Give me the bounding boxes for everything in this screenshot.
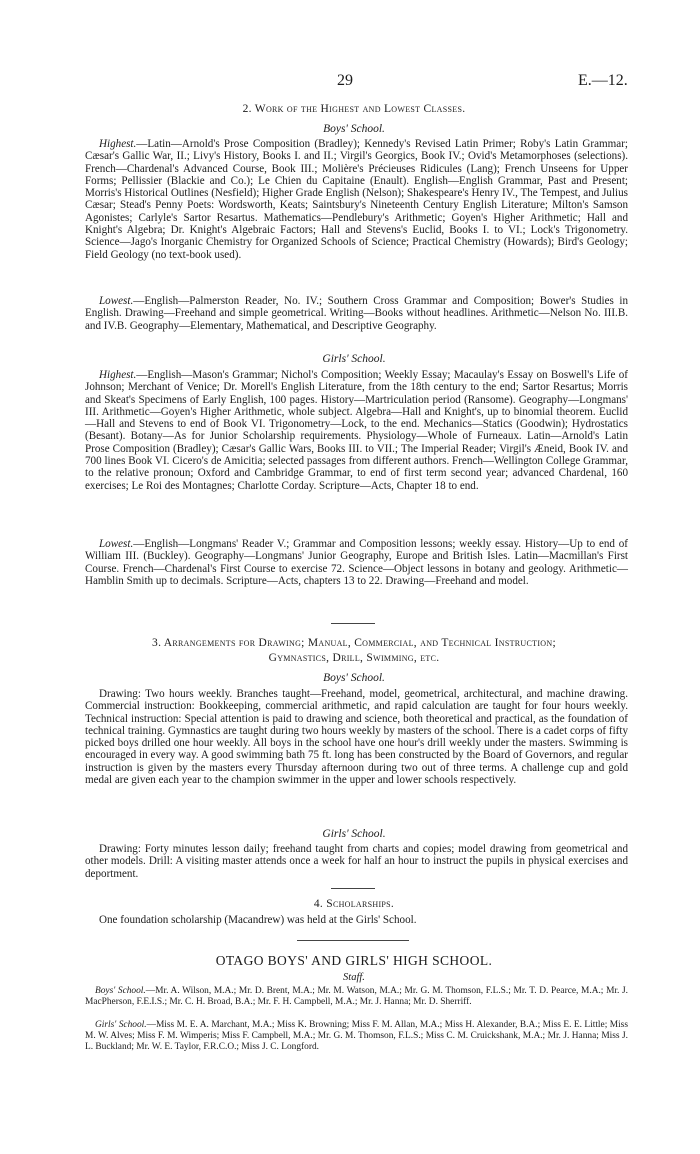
section-3-boys-subheading: Boys' School. — [323, 672, 385, 684]
otago-school-title: OTAGO BOYS' AND GIRLS' HIGH SCHOOL. — [215, 953, 493, 968]
girls-school-subheading: Girls' School. — [322, 353, 386, 365]
page-reference: E.—12. — [578, 72, 628, 89]
section-3-girls-paragraph: Drawing: Forty minutes lesson daily; freehand taught from charts and copies; model drawing from geometrical and other models. Drill: A visiting master attends once a week for half an hour to instruct the pupils in physical exercises and deportment. — [85, 843, 628, 880]
staff-subheading: Staff. — [343, 972, 365, 983]
section-2-heading: 2. Work of the Highest and Lowest Classes. — [242, 103, 466, 115]
boys-staff-lead: Boys' School. — [95, 986, 146, 996]
boys-lowest-lead: Lowest. — [99, 295, 134, 307]
girls-staff-paragraph — [85, 1020, 628, 1054]
girls-highest-lead: Highest. — [99, 369, 137, 381]
section-3-boys-paragraph: Drawing: Two hours weekly. Branches taught—Freehand, model, geometrical, architectural, and machine drawing. Commercial instruction: Bookkeeping, commercial arithmetic, and rapid calculation are taught for four hours weekly. Technical instruction: Special attention is paid to drawing and science, both theoretical and practical, as the foundation of technical training. Gymnastics are taught during two hours weekly by masters of the school. There is a cadet corps of fifty picked boys drilled one hour weekly. All boys in the school have one hour's drill weekly under the masters. Swimming is encouraged in every way. A good swimming bath 75 ft. long has been constructed by the Board of Governors, and regular instruction is given by the masters every Thursday afternoon during two out of three terms. A challenge cup and gold medal are given each year to the champion swimmer in the upper and lower schools respectively. — [85, 688, 628, 787]
section-3-girls-subheading: Girls' School. — [322, 828, 386, 840]
girls-highest-text: —English—Mason's Grammar; Nichol's Composition; Weekly Essay; Macaulay's Essay on Boswell's Life of Johnson; Merchant of Venice; Dr. Morell's English Literature, from the 18th century to the end; Sartor Resartus; Morris and Skeat's Specimens of Early English, 100 pages. History—Martriculation period (Ransome). Geography—Longmans' III. Arithmetic—Goyen's Higher Arithmetic, whole subject. Algebra—Hall and Knight's, up to binomial theorem. Euclid—Hall and Stevens to end of Book VI. Trigonometry—Lock, to the end. Mechanics—Statics (Goodwin); Hydrostatics (Besant). Botany—As for Junior Scholarship requirements. Physiology—Whole of Furneaux. Latin—Arnold's Latin Prose Composition (Bradley); Cæsar's Gallic Wars, Books III. to VII.; The Imperial Reader; Virgil's Æneid, Book IV. and 700 lines Book VI. Cicero's de Amicitia; selected passages from different authors. French—Wellington College Grammar, to the relative pronoun; Oxford and Cambridge Grammar, to end of first term second year; advanced Chardenal, 160 exercises; Le Roi des Montagnes; Charlotte Corday. Scripture—Acts, Chapter 18 to end. — [85, 369, 628, 492]
girls-highest-paragraph — [85, 369, 628, 492]
section-3-heading — [80, 636, 628, 666]
boys-lowest-paragraph — [85, 295, 628, 332]
page-number: 29 — [337, 72, 353, 89]
girls-staff-text: —Miss M. E. A. Marchant, M.A.; Miss K. Browning; Miss F. M. Allan, M.A.; Miss H. Alexander, B.A.; Miss E. E. Little; Miss M. W. Alves; Miss F. M. Wimperis; Miss F. Campbell, M.A.; Mr. G. M. Thomson, F.L.S.; Miss C. M. Cruickshank, M.A.; Mr. J. Hanna; Miss J. L. Buckland; Mr. W. E. Taylor, F.R.C.O.; Miss J. C. Longford. — [85, 1020, 628, 1053]
boys-lowest-text: —English—Palmerston Reader, No. IV.; Southern Cross Grammar and Composition; Bower's Studies in English. Drawing—Freehand and simple geometrical. Writing—Books without headlines. Arithmetic—Nelson No. III.B. and IV.B. Geography—Elementary, Mathematical, and Descriptive Geography. — [85, 295, 628, 332]
girls-lowest-lead: Lowest. — [99, 538, 134, 550]
boys-staff-paragraph — [85, 986, 628, 1008]
girls-lowest-paragraph — [85, 538, 628, 587]
boys-staff-text: —Mr. A. Wilson, M.A.; Mr. D. Brent, M.A.; Mr. M. Watson, M.A.; Mr. G. M. Thomson, F.L.S.; Mr. T. D. Pearce, M.A.; Mr. J. MacPherson, F.E.I.S.; Mr. C. H. Broad, B.A.; Mr. F. H. Campbell, M.A.; Mr. J. Hanna; Mr. D. Sherriff. — [85, 986, 628, 1008]
boys-highest-text: —Latin—Arnold's Prose Composition (Bradley); Kennedy's Revised Latin Primer; Roby's Latin Grammar; Cæsar's Gallic War, II.; Livy's History, Books I. and II.; Virgil's Georgics, Book IV.; Ovid's Metamorphoses (selections). French—Chardenal's Advanced Course, Book III.; Molière's Précieuses Ridicules (Lang); French Unseens for Upper Forms; Pellissier (Blackie and Co.); Le Chien du Capitaine (Enault). English—English Grammar, Past and Present; Morris's Historical Outlines (Nesfield); Higher Grade English (Nelson); Shakespeare's Henry IV., The Tempest, and Julius Cæsar; Stead's Penny Poets: Wordsworth, Keats; Saintsbury's Nineteenth Century English Literature; Milton's Samson Agonistes; Carlyle's Sartor Resartus. Mathematics—Pendlebury's Arithmetic; Goyen's Higher Arithmetic; Hall and Knight's Algebra; Dr. Knight's Algebraic Factors; Hall and Stevens's Euclid, Books I. to VI.; Lock's Trigonometry. Science—Jago's Inorganic Chemistry for Organized Schools of Science; Practical Chemistry (Howards); Bird's Geology; Field Geology (no text-book used). — [85, 138, 628, 261]
girls-lowest-text: —English—Longmans' Reader V.; Grammar and Composition lessons; weekly essay. History—Up to end of William III. (Buckley). Geography—Longmans' Junior Geography, Europe and British Isles. Latin—Macmillan's First Course. French—Chardenal's First Course to exercise 72. Science—Object lessons in botany and geology. Arithmetic—Hamblin Smith up to decimals. Scripture—Acts, chapters 13 to 22. Drawing—Freehand and model. — [85, 538, 628, 587]
section-divider-2 — [331, 888, 375, 889]
boys-school-subheading: Boys' School. — [323, 123, 385, 135]
girls-staff-lead: Girls' School. — [95, 1020, 147, 1030]
boys-highest-paragraph — [85, 138, 628, 261]
boys-highest-lead: Highest. — [99, 138, 137, 150]
section-4-heading: 4. Scholarships. — [313, 898, 395, 910]
section-3-heading-line-2: Gymnastics, Drill, Swimming, etc. — [268, 652, 440, 664]
section-3-heading-line-1: 3. Arrangements for Drawing; Manual, Commercial, and Technical Instruction; — [152, 637, 556, 649]
section-divider-3 — [297, 940, 409, 941]
scholarship-paragraph: One foundation scholarship (Macandrew) was held at the Girls' School. — [99, 914, 417, 926]
section-divider — [331, 623, 375, 624]
